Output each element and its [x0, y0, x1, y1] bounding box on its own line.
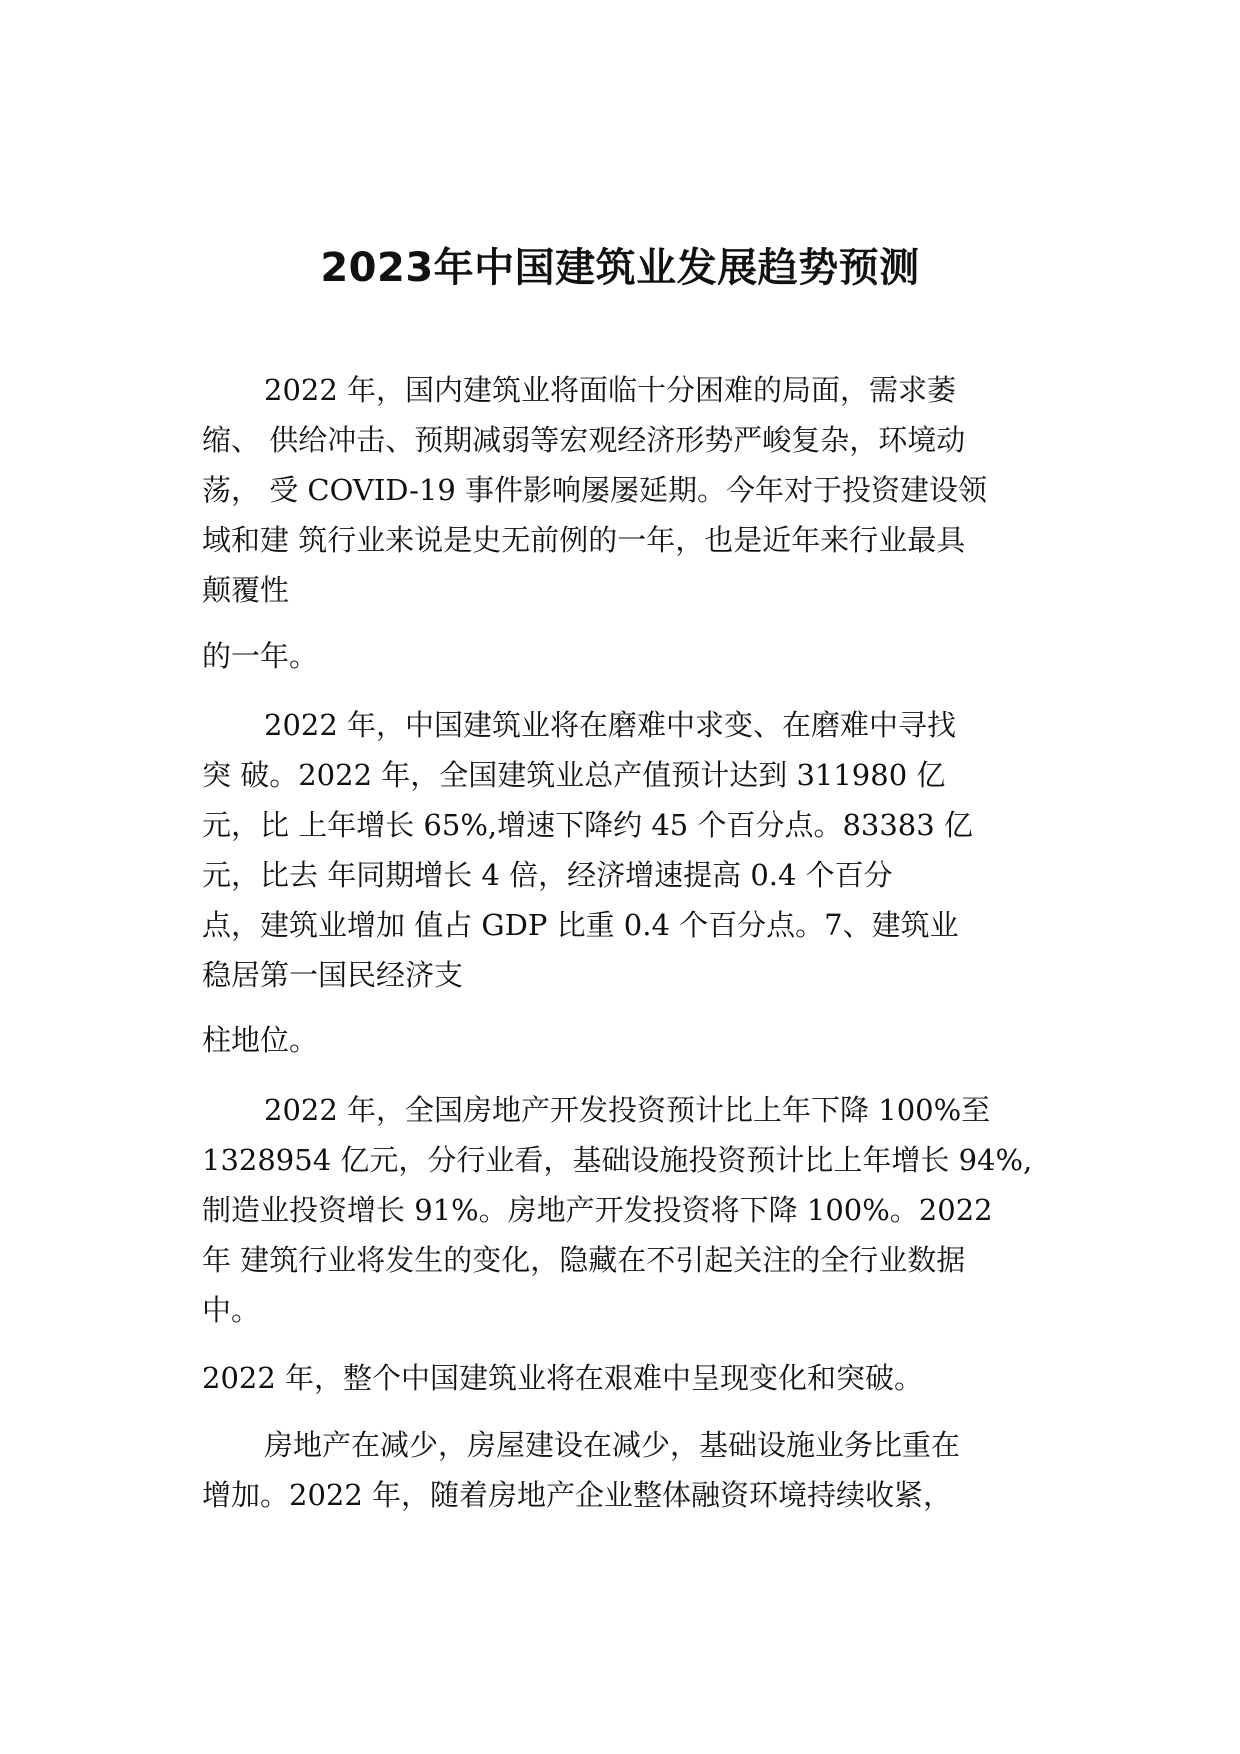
paragraph-line: 元，比去 年同期增长 4 倍，经济增速提高 0.4 个百分	[202, 858, 893, 892]
paragraph-line: 中。	[202, 1293, 261, 1327]
paragraph-line: 域和建 筑行业来说是史无前例的一年，也是近年来行业最具	[202, 523, 966, 557]
paragraph-line: 增加。2022 年，随着房地产企业整体融资环境持续收紧，	[202, 1478, 953, 1512]
paragraph-line: 2022 年，国内建筑业将面临十分困难的局面，需求萎	[264, 373, 957, 407]
paragraph-line: 2022 年，整个中国建筑业将在艰难中呈现变化和突破。	[202, 1361, 924, 1395]
paragraph-line: 柱地位。	[202, 1023, 319, 1057]
paragraph-line: 1328954 亿元，分行业看，基础设施投资预计比上年增长 94%,	[202, 1143, 1033, 1177]
paragraph-line: 元，比 上年增长 65%,增速下降约 45 个百分点。83383 亿	[202, 808, 973, 842]
paragraph-line: 2022 年，中国建筑业将在磨难中求变、在磨难中寻找	[264, 708, 957, 742]
paragraph-line: 制造业投资增长 91%。房地产开发投资将下降 100%。2022	[202, 1193, 993, 1227]
paragraph-line: 颠覆性	[202, 573, 290, 607]
paragraph-line: 荡， 受 COVID-19 事件影响屡屡延期。今年对于投资建设领	[202, 473, 987, 507]
paragraph-line: 稳居第一国民经济支	[202, 958, 464, 992]
document-title: 2023年中国建筑业发展趋势预测	[320, 245, 920, 291]
paragraph-line: 的一年。	[202, 639, 319, 673]
paragraph-line: 房地产在减少，房屋建设在减少，基础设施业务比重在	[264, 1428, 961, 1462]
paragraph-line: 年 建筑行业将发生的变化，隐藏在不引起关注的全行业数据	[202, 1243, 966, 1277]
paragraph-line: 突 破。2022 年，全国建筑业总产值预计达到 311980 亿	[202, 758, 946, 792]
paragraph-line: 缩、 供给冲击、预期减弱等宏观经济形势严峻复杂，环境动	[202, 423, 966, 457]
paragraph-line: 点，建筑业增加 值占 GDP 比重 0.4 个百分点。7、建筑业	[202, 908, 959, 942]
paragraph-line: 2022 年，全国房地产开发投资预计比上年下降 100%至	[264, 1093, 991, 1127]
